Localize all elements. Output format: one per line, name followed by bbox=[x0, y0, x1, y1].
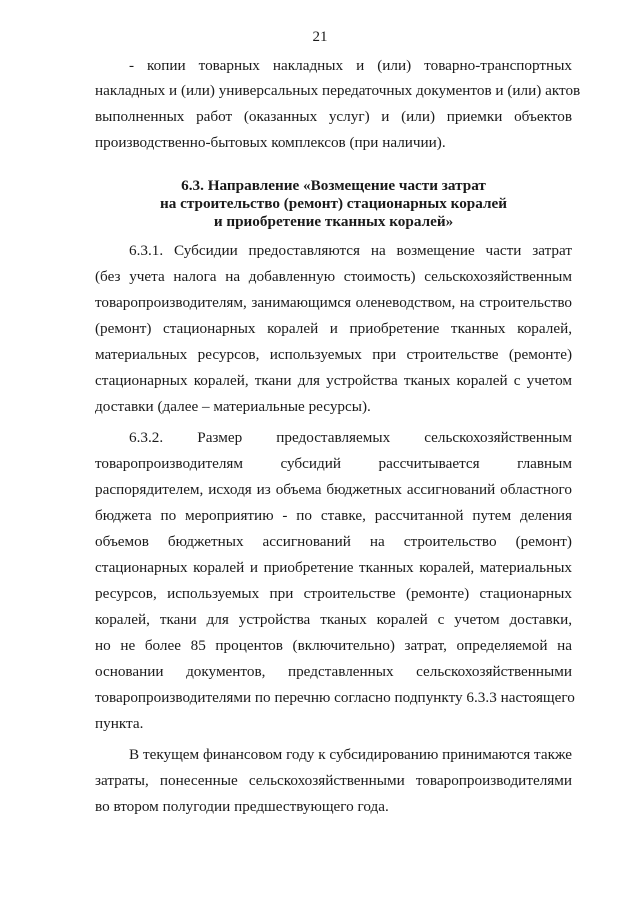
text-line: основании документов, представленных сельскохозяйственными bbox=[95, 663, 572, 680]
text-line: но не более 85 процентов (включительно) затрат, определяемой на bbox=[95, 637, 572, 654]
text-line: объемов бюджетных ассигнований на строительство (ремонт) bbox=[95, 533, 572, 550]
text-line: товаропроизводителям, занимающимся оленеводством, на строительство bbox=[95, 294, 572, 311]
text-line: коралей, ткани для устройства тканых коралей с учетом доставки, bbox=[95, 611, 572, 628]
text-line: производственно-бытовых комплексов (при наличии). bbox=[95, 134, 446, 151]
page-number: 21 bbox=[312, 29, 328, 45]
text-line: товаропроизводителями по перечню согласно подпункту 6.3.3 настоящего bbox=[95, 689, 575, 706]
text-line: стационарных коралей, ткани для устройства тканых коралей с учетом bbox=[95, 372, 572, 389]
text-line: (ремонт) стационарных коралей и приобретение тканных коралей, bbox=[95, 320, 572, 337]
text-line: - копии товарных накладных и (или) товарно-транспортных bbox=[129, 57, 572, 74]
text-line: распорядителем, исходя из объема бюджетных ассигнований областного bbox=[95, 481, 572, 498]
text-line: материальных ресурсов, используемых при строительстве (ремонте) bbox=[95, 346, 572, 363]
text-line: пункта. bbox=[95, 715, 144, 732]
text-line: В текущем финансовом году к субсидированию принимаются также bbox=[129, 746, 572, 763]
text-line: ресурсов, используемых при строительстве (ремонте) стационарных bbox=[95, 585, 572, 602]
text-line: выполненных работ (оказанных услуг) и (или) приемки объектов bbox=[95, 108, 572, 125]
text-line: во втором полугодии предшествующего года. bbox=[95, 798, 389, 815]
text-line: доставки (далее – материальные ресурсы). bbox=[95, 398, 371, 415]
heading-line: и приобретение тканных коралей» bbox=[213, 213, 454, 230]
text-line: товаропроизводителям субсидий рассчитывается главным bbox=[95, 455, 572, 472]
text-line: затраты, понесенные сельскохозяйственными товаропроизводителями bbox=[95, 772, 572, 789]
heading-line: на строительство (ремонт) стационарных коралей bbox=[159, 195, 507, 212]
text-line: бюджета по мероприятию - по ставке, рассчитанной путем деления bbox=[95, 507, 572, 524]
text-line: 6.3.1. Субсидии предоставляются на возмещение части затрат bbox=[129, 242, 572, 259]
text-line: стационарных коралей и приобретение тканных коралей, материальных bbox=[95, 559, 572, 576]
text-line: накладных и (или) универсальных передаточных документов и (или) актов bbox=[95, 82, 581, 99]
heading-line: 6.3. Направление «Возмещение части затрат bbox=[181, 177, 486, 194]
text-line: (без учета налога на добавленную стоимость) сельскохозяйственным bbox=[95, 268, 572, 285]
text-line: 6.3.2. Размер предоставляемых сельскохозяйственным bbox=[129, 429, 572, 446]
